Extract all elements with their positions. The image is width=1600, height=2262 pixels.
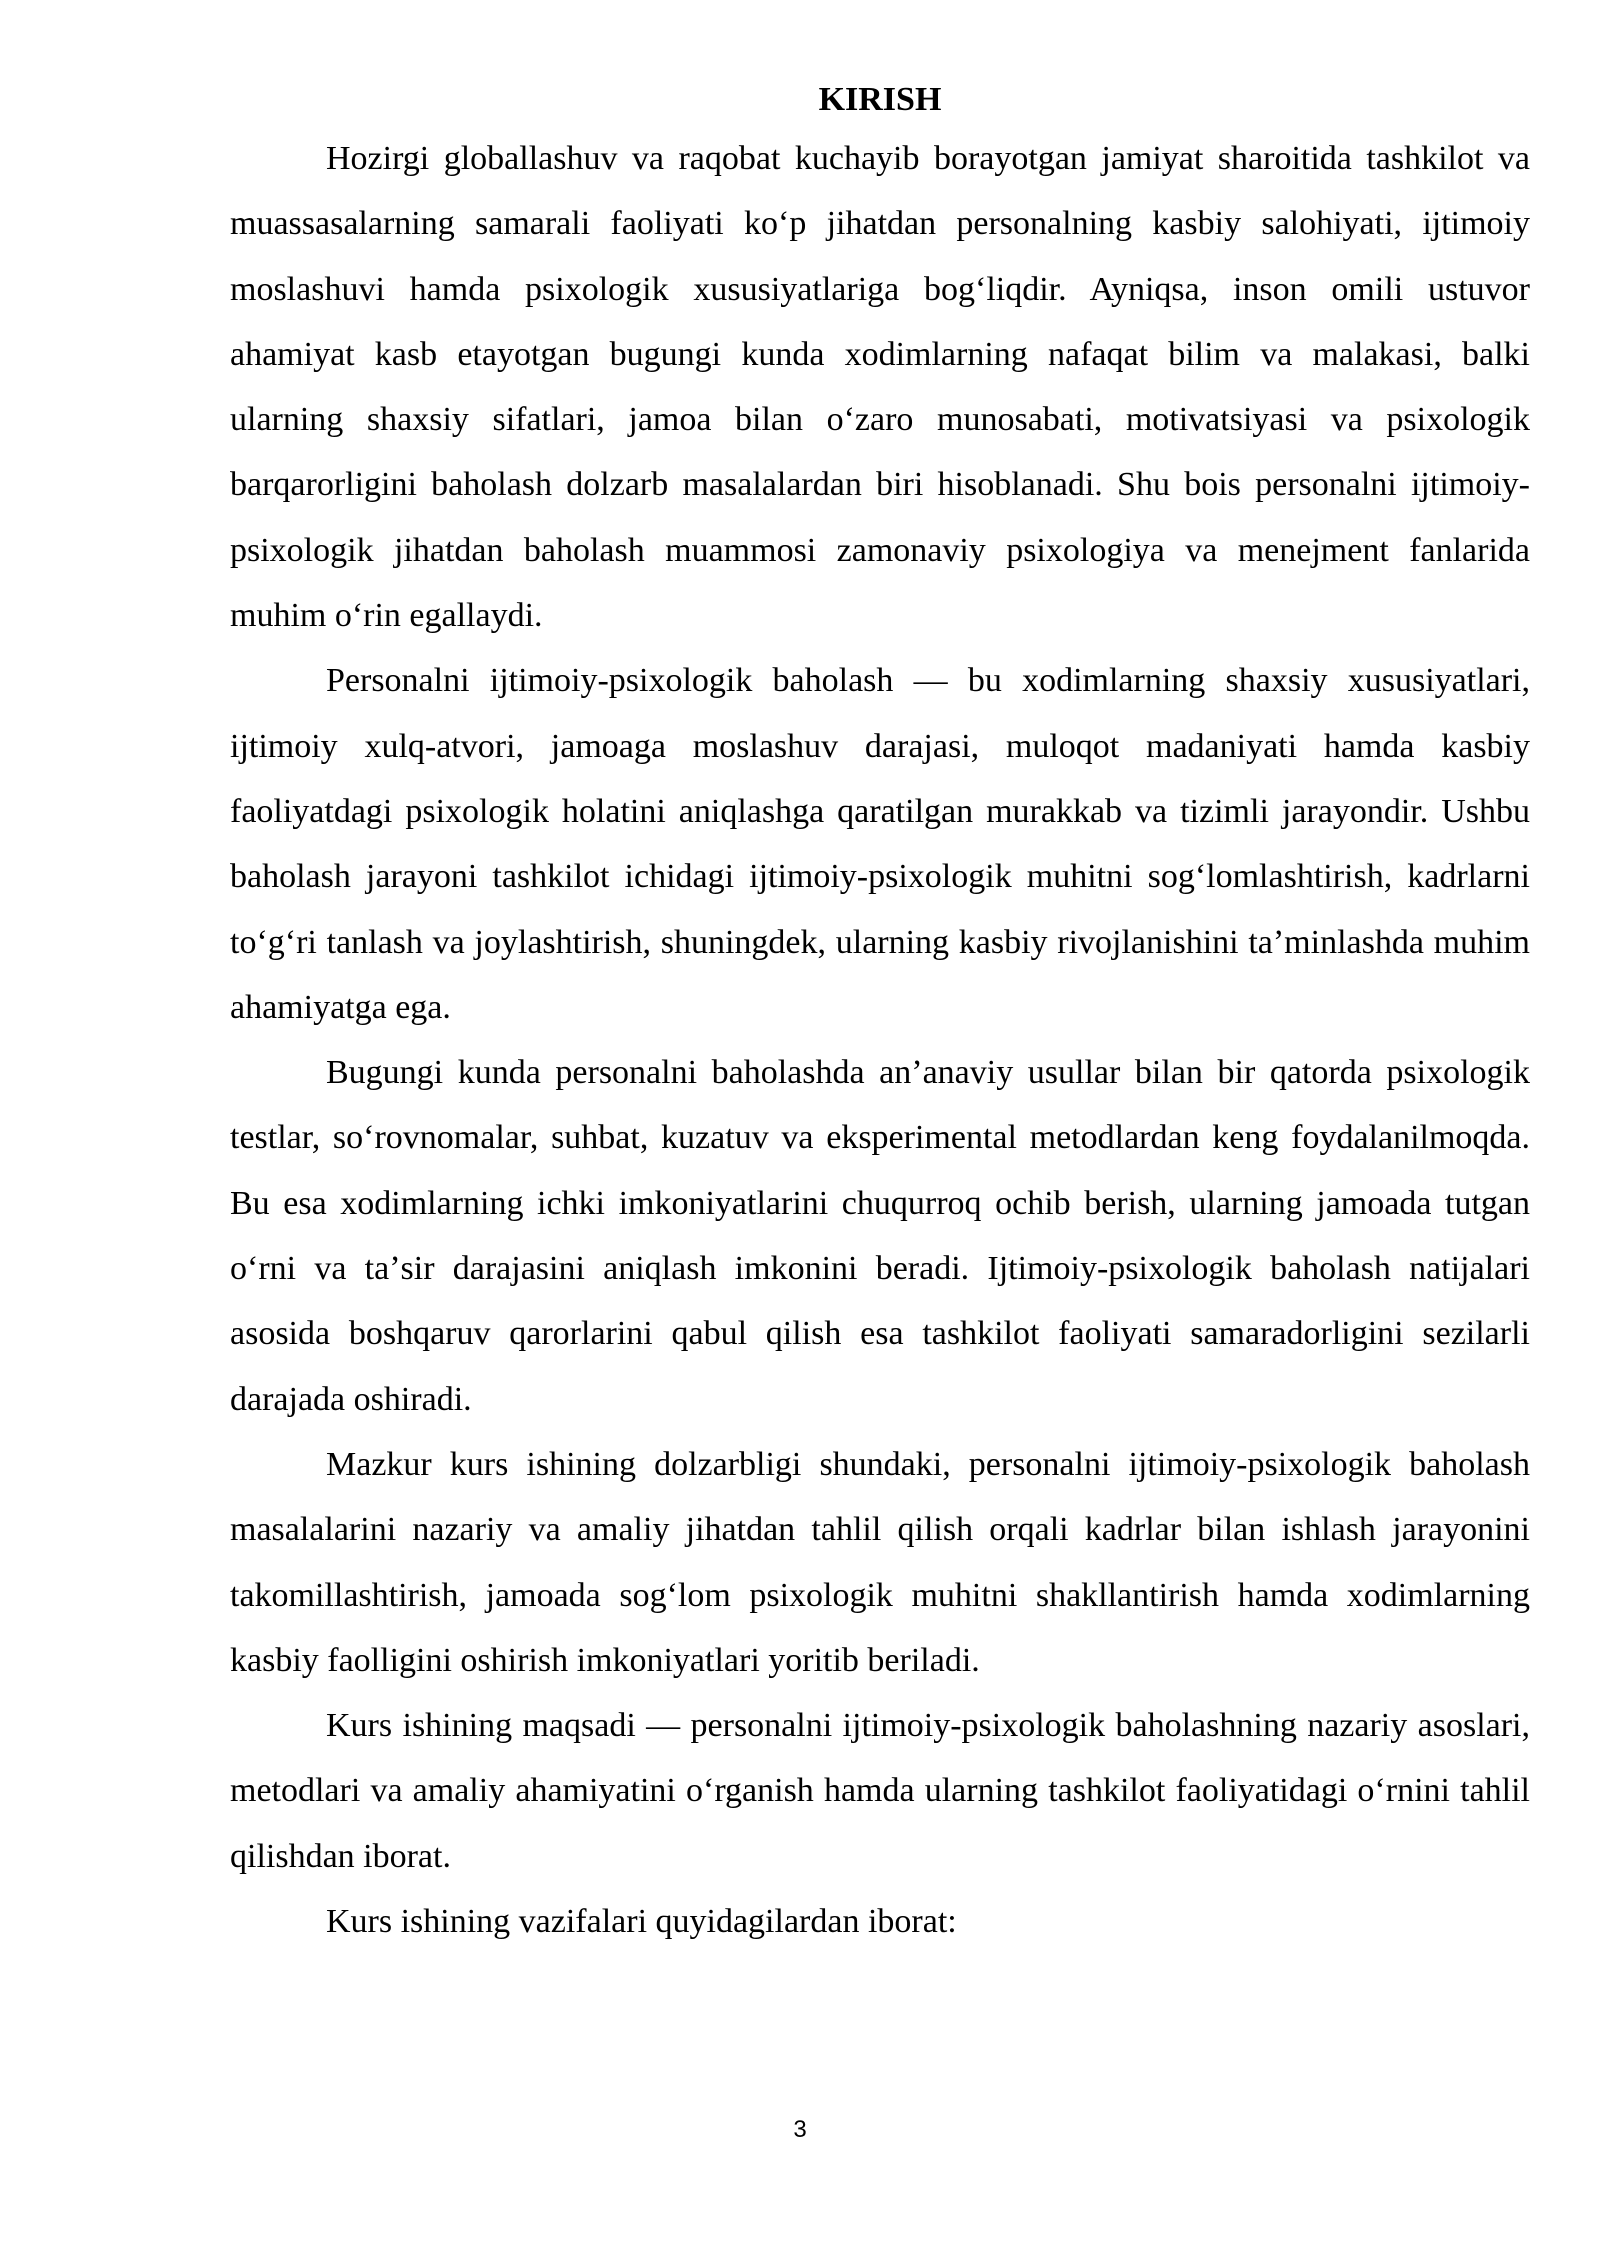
paragraph-3: Bugungi kunda personalni baholashda anʼanaviy usullar bilan bir qatorda psixologik testlar, soʻrovnomalar, suhbat, kuzatuv va eksperimental metodlardan keng foydalanilmoqda. Bu esa xodimlarning ichki imkoniyatlarini chuqurroq ochib berish, ularning jamoada tutgan oʻrni va taʼsir darajasini aniqlash imkonini beradi. Ijtimoiy-psixologik baholash natijalari asosida boshqaruv qarorlarini qabul qilish esa tashkilot faoliyati samaradorligini sezilarli darajada oshiradi. xyxy=(230,1054,1530,1418)
page-number: 3 xyxy=(793,2116,807,2143)
paragraph-6: Kurs ishining vazifalari quyidagilardan iborat: xyxy=(326,1903,957,1941)
paragraph-5: Kurs ishining maqsadi — personalni ijtimoiy-psixologik baholashning nazariy asoslari, metodlari va amaliy ahamiyatini oʻrganish hamda ularning tashkilot faoliyatidagi oʻrnini tahlil qilishdan iborat. xyxy=(230,1707,1530,1875)
paragraph-1: Hozirgi globallashuv va raqobat kuchayib borayotgan jamiyat sharoitida tashkilot va muassasalarning samarali faoliyati koʻp jihatdan personalning kasbiy salohiyati, ijtimoiy moslashuvi hamda psixologik xususiyatlariga bogʻliqdir. Ayniqsa, inson omili ustuvor ahamiyat kasb etayotgan bugungi kunda xodimlarning nafaqat bilim va malakasi, balki ularning shaxsiy sifatlari, jamoa bilan oʻzaro munosabati, motivatsiyasi va psixologik barqarorligini baholash dolzarb masalalardan biri hisoblanadi. Shu bois personalni ijtimoiy-psixologik jihatdan baholash muammosi zamonaviy psixologiya va menejment fanlarida muhim oʻrin egallaydi. xyxy=(230,140,1530,635)
section-title: KIRISH xyxy=(818,81,942,118)
page-content xyxy=(230,74,1530,1954)
paragraph-2: Personalni ijtimoiy-psixologik baholash — bu xodimlarning shaxsiy xususiyatlari, ijtimoiy xulq-atvori, jamoaga moslashuv darajasi, muloqot madaniyati hamda kasbiy faoliyatdagi psixologik holatini aniqlashga qaratilgan murakkab va tizimli jarayondir. Ushbu baholash jarayoni tashkilot ichidagi ijtimoiy-psixologik muhitni sogʻlomlashtirish, kadrlarni toʻgʻri tanlash va joylashtirish, shuningdek, ularning kasbiy rivojlanishini taʼminlashda muhim ahamiyatga ega. xyxy=(230,662,1530,1026)
paragraph-4: Mazkur kurs ishining dolzarbligi shundaki, personalni ijtimoiy-psixologik baholash masalalarini nazariy va amaliy jihatdan tahlil qilish orqali kadrlar bilan ishlash jarayonini takomillashtirish, jamoada sogʻlom psixologik muhitni shakllantirish hamda xodimlarning kasbiy faolligini oshirish imkoniyatlari yoritib beriladi. xyxy=(230,1445,1530,1679)
